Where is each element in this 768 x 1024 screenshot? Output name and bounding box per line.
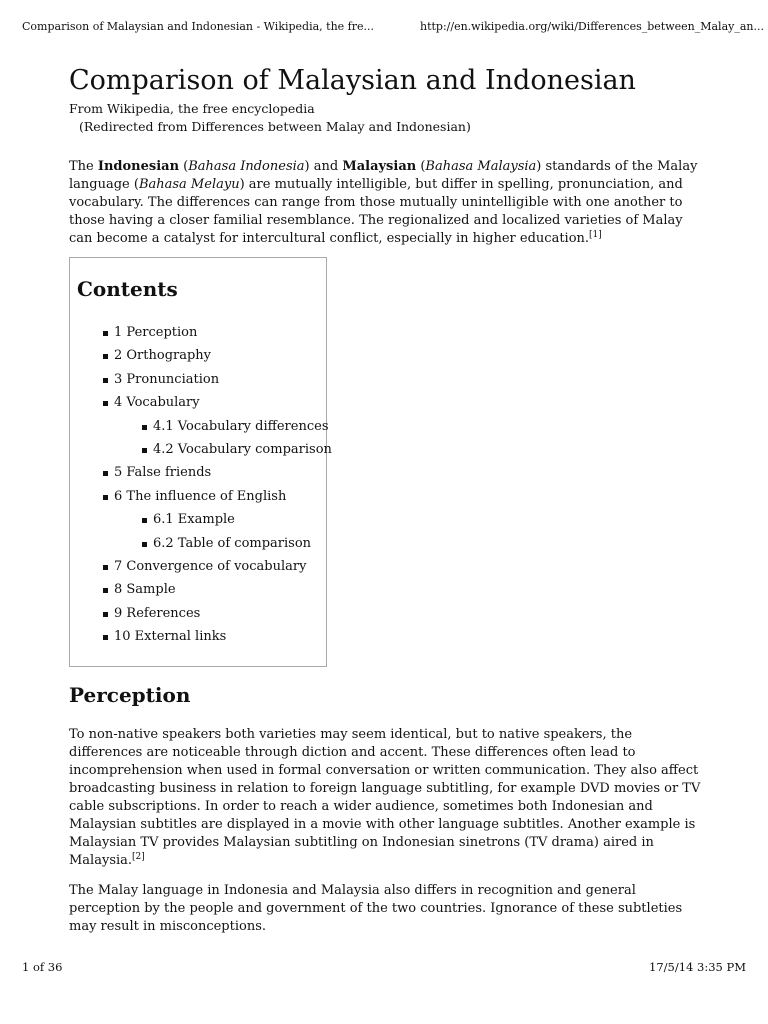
toc-item[interactable]: 5 False friends: [70, 461, 326, 484]
intro-text: (: [416, 159, 426, 174]
intro-text: (: [179, 159, 189, 174]
intro-paragraph: [69, 158, 709, 248]
toc-list: [70, 321, 332, 648]
toc-subitem[interactable]: 4.2 Vocabulary comparison: [70, 438, 326, 461]
toc-item[interactable]: 10 External links: [70, 625, 326, 648]
print-datetime: 17/5/14 3:35 PM: [649, 960, 746, 974]
toc-item[interactable]: 6 The influence of English: [70, 485, 326, 508]
toc-item[interactable]: 8 Sample: [70, 578, 326, 601]
toc-subitem[interactable]: 4.1 Vocabulary differences: [70, 415, 326, 438]
intro-text: ) are mutually intelligible, but differ in spelling, pronunciation, and vocabulary. The differences can range from those mutually unintelligible with one another to those having a closer familial resemblance. The regionalized and localized varieties of Malay can become a catalyst for intercultural conflict, especially in higher education.: [69, 177, 683, 246]
toc-item[interactable]: 1 Perception: [70, 321, 326, 344]
paragraph-text: To non-native speakers both varieties may seem identical, but to native speakers, the differences are noticeable through diction and accent. These differences often lead to incomprehension when used in formal conversation or written communication. They also affect broadcasting business in relation to foreign language subtitling, for example DVD movies or TV cable subscriptions. In order to reach a wider audience, sometimes both Indonesian and Malaysian subtitles are displayed in a movie with other language subtitles. Another example is Malaysian TV provides Malaysian subtitling on Indonesian sinetrons (TV drama) aired in Malaysia.: [69, 727, 701, 868]
term-bahasa-indonesia: Bahasa Indonesia: [188, 159, 305, 174]
page-number: 1 of 36: [22, 960, 63, 974]
page-title: Comparison of Malaysian and Indonesian: [69, 65, 636, 96]
toc-title: Contents: [77, 277, 178, 301]
toc-item[interactable]: 4 Vocabulary: [70, 391, 326, 414]
toc-item[interactable]: 2 Orthography: [70, 344, 326, 367]
reference-link[interactable]: [2]: [132, 852, 145, 862]
redirect-notice[interactable]: (Redirected from Differences between Malay and Indonesian): [79, 119, 471, 134]
term-malaysian: Malaysian: [342, 159, 417, 174]
term-bahasa-malaysia: Bahasa Malaysia: [425, 159, 537, 174]
print-header-url: http://en.wikipedia.org/wiki/Differences_between_Malay_an...: [420, 20, 764, 33]
term-indonesian: Indonesian: [97, 159, 180, 174]
table-of-contents: [69, 257, 332, 667]
toc-subitem[interactable]: 6.2 Table of comparison: [70, 532, 326, 555]
perception-paragraph-1: [69, 726, 709, 870]
perception-paragraph-2: The Malay language in Indonesia and Malaysia also differs in recognition and general perception by the people and government of the two countries. Ignorance of these subtleties may result in misconceptions.: [69, 883, 683, 934]
print-header-title: Comparison of Malaysian and Indonesian - Wikipedia, the fre...: [22, 20, 374, 33]
intro-text: The: [69, 159, 98, 174]
toc-item[interactable]: 7 Convergence of vocabulary: [70, 555, 326, 578]
term-bahasa-melayu: Bahasa Melayu: [138, 177, 240, 192]
site-subtitle: From Wikipedia, the free encyclopedia: [69, 101, 315, 116]
toc-item[interactable]: 9 References: [70, 602, 326, 625]
article-header: [69, 62, 709, 248]
toc-subitem[interactable]: 6.1 Example: [70, 508, 326, 531]
perception-section: [69, 726, 709, 936]
intro-text: ) standards of the Malay language (: [69, 159, 698, 192]
section-heading-perception: Perception: [69, 683, 191, 707]
toc-item[interactable]: 3 Pronunciation: [70, 368, 326, 391]
intro-text: ) and: [304, 159, 343, 174]
reference-link[interactable]: [1]: [589, 230, 602, 240]
